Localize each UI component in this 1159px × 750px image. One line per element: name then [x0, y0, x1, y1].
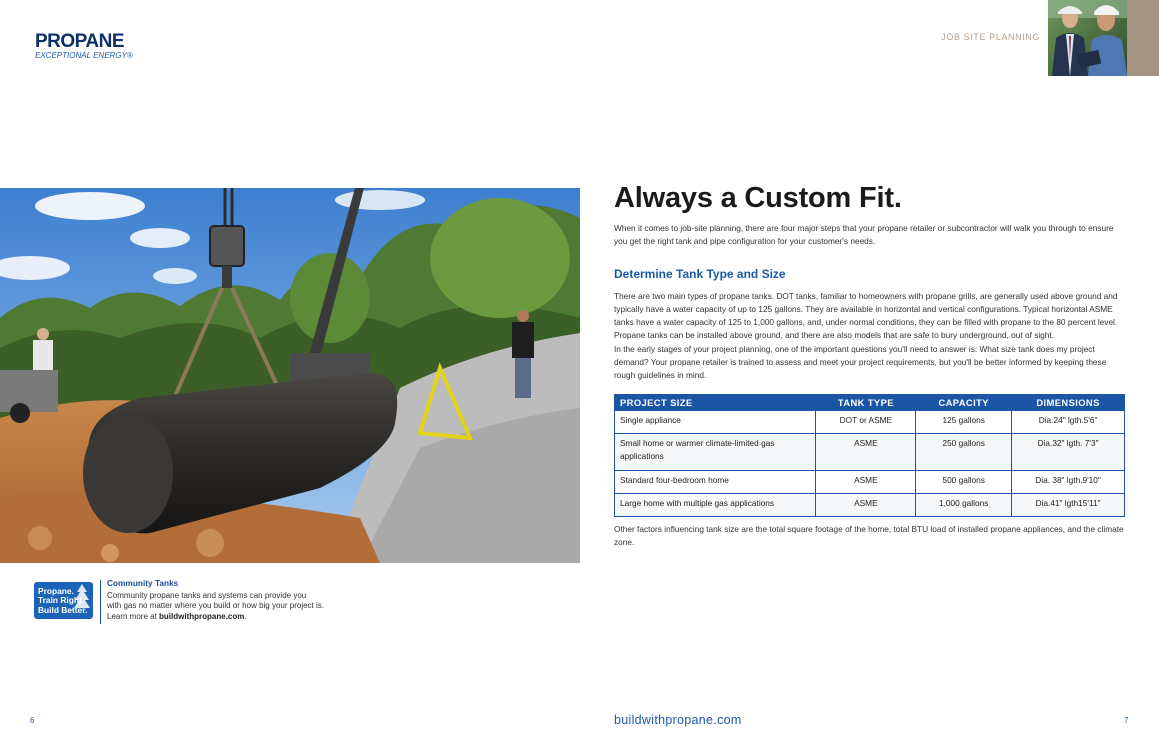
cell-dimensions: Dia.41" lgth15'11" — [1012, 494, 1125, 517]
cell-capacity: 500 gallons — [916, 471, 1012, 494]
cell-tank-type: ASME — [816, 471, 916, 494]
table-row — [615, 494, 1125, 517]
cell-project-size: Small home or warmer climate-limited gas applications — [615, 434, 816, 471]
table-header-dimensions: DIMENSIONS — [1012, 395, 1125, 411]
article-title: Always a Custom Fit. — [614, 182, 902, 214]
table-header-tank-type: TANK TYPE — [816, 395, 916, 411]
header-photo — [1048, 0, 1127, 76]
badge-text — [38, 587, 87, 615]
page-number-right: 7 — [1124, 716, 1129, 725]
badge-line-3: Build Better. — [38, 604, 88, 615]
callout-line-1: Community propane tanks and systems can provide you — [107, 591, 307, 600]
propane-train-right-badge — [34, 582, 93, 619]
footer-url-link[interactable]: buildwithpropane.com — [614, 713, 742, 727]
callout-divider — [100, 580, 101, 624]
cell-project-size: Large home with multiple gas applications — [615, 494, 816, 517]
callout-link[interactable]: buildwithpropane.com — [159, 611, 245, 621]
table-row — [615, 411, 1125, 434]
article-paragraph-2: In the early stages of your project planning, one of the important questions you'll need to answer is: What size tank does my project demand? Your propane retailer is trained to assess and meet your project requirements, but you'll be better informed by keeping these rough guidelines in mind. — [614, 344, 1107, 380]
cell-dimensions: Dia.24" lgth.5'6" — [1012, 411, 1125, 434]
logo-tagline: EXCEPTIONAL ENERGY® — [35, 51, 133, 60]
cell-capacity: 250 gallons — [916, 434, 1012, 471]
callout-body — [107, 591, 367, 622]
cell-project-size: Single appliance — [615, 411, 816, 434]
page-number-left: 6 — [30, 716, 35, 725]
callout-line-3-suffix: . — [244, 611, 247, 621]
cell-capacity: 125 gallons — [916, 411, 1012, 434]
table-header-capacity: CAPACITY — [916, 395, 1012, 411]
community-tanks-callout — [34, 578, 364, 628]
logo-wordmark: PROPANE — [35, 31, 125, 52]
callout-title: Community Tanks — [107, 578, 179, 588]
tank-installation-photo — [0, 188, 580, 563]
article-paragraph-1: There are two main types of propane tanks. DOT tanks, familiar to homeowners with propane grills, are generally used above ground and typically have a water capacity of up to 125 gallons. They are available in horizontal and vertical configurations. Typical horizontal ASME tanks have a water capacity of 125 to 1,000 gallons, and, under normal conditions, they can be filled with propane to the 80 percent level. Propane tanks can be installed above ground, and there are also models that are safe to bury underground, out of sight. — [614, 291, 1118, 340]
table-header-row — [615, 395, 1125, 411]
cell-tank-type: ASME — [816, 434, 916, 471]
propane-logo — [35, 33, 133, 60]
badge-line-2: Train Right. — [38, 595, 85, 606]
section-label: JOB SITE PLANNING — [941, 32, 1040, 42]
callout-line-3 — [107, 612, 367, 622]
article-subhead: Determine Tank Type and Size — [614, 267, 786, 281]
table-row — [615, 471, 1125, 494]
tank-size-table — [614, 394, 1125, 517]
cell-project-size: Standard four-bedroom home — [615, 471, 816, 494]
cell-capacity: 1,000 gallons — [916, 494, 1012, 517]
article-after-table: Other factors influencing tank size are the total square footage of the home, total BTU load of installed propane appliances, and the climate zone. — [614, 524, 1124, 547]
callout-line-2: with gas no matter where you build or how big your project is. — [107, 601, 324, 611]
cell-tank-type: DOT or ASME — [816, 411, 916, 434]
table-header-project-size: PROJECT SIZE — [615, 395, 816, 411]
header-accent-band — [1127, 0, 1159, 76]
callout-line-3-prefix: Learn more at — [107, 611, 160, 621]
article-intro: When it comes to job-site planning, there are four major steps that your propane retailer or subcontractor will walk you through to ensure you get the right tank and pipe configuration for your customer's needs. — [614, 223, 1114, 246]
table-row — [615, 434, 1125, 471]
cell-dimensions: Dia.32" lgth. 7'3" — [1012, 434, 1125, 471]
cell-tank-type: ASME — [816, 494, 916, 517]
badge-line-1: Propane. — [38, 586, 74, 596]
article — [614, 180, 1126, 549]
cell-dimensions: Dia. 38" lgth.9'10" — [1012, 471, 1125, 494]
